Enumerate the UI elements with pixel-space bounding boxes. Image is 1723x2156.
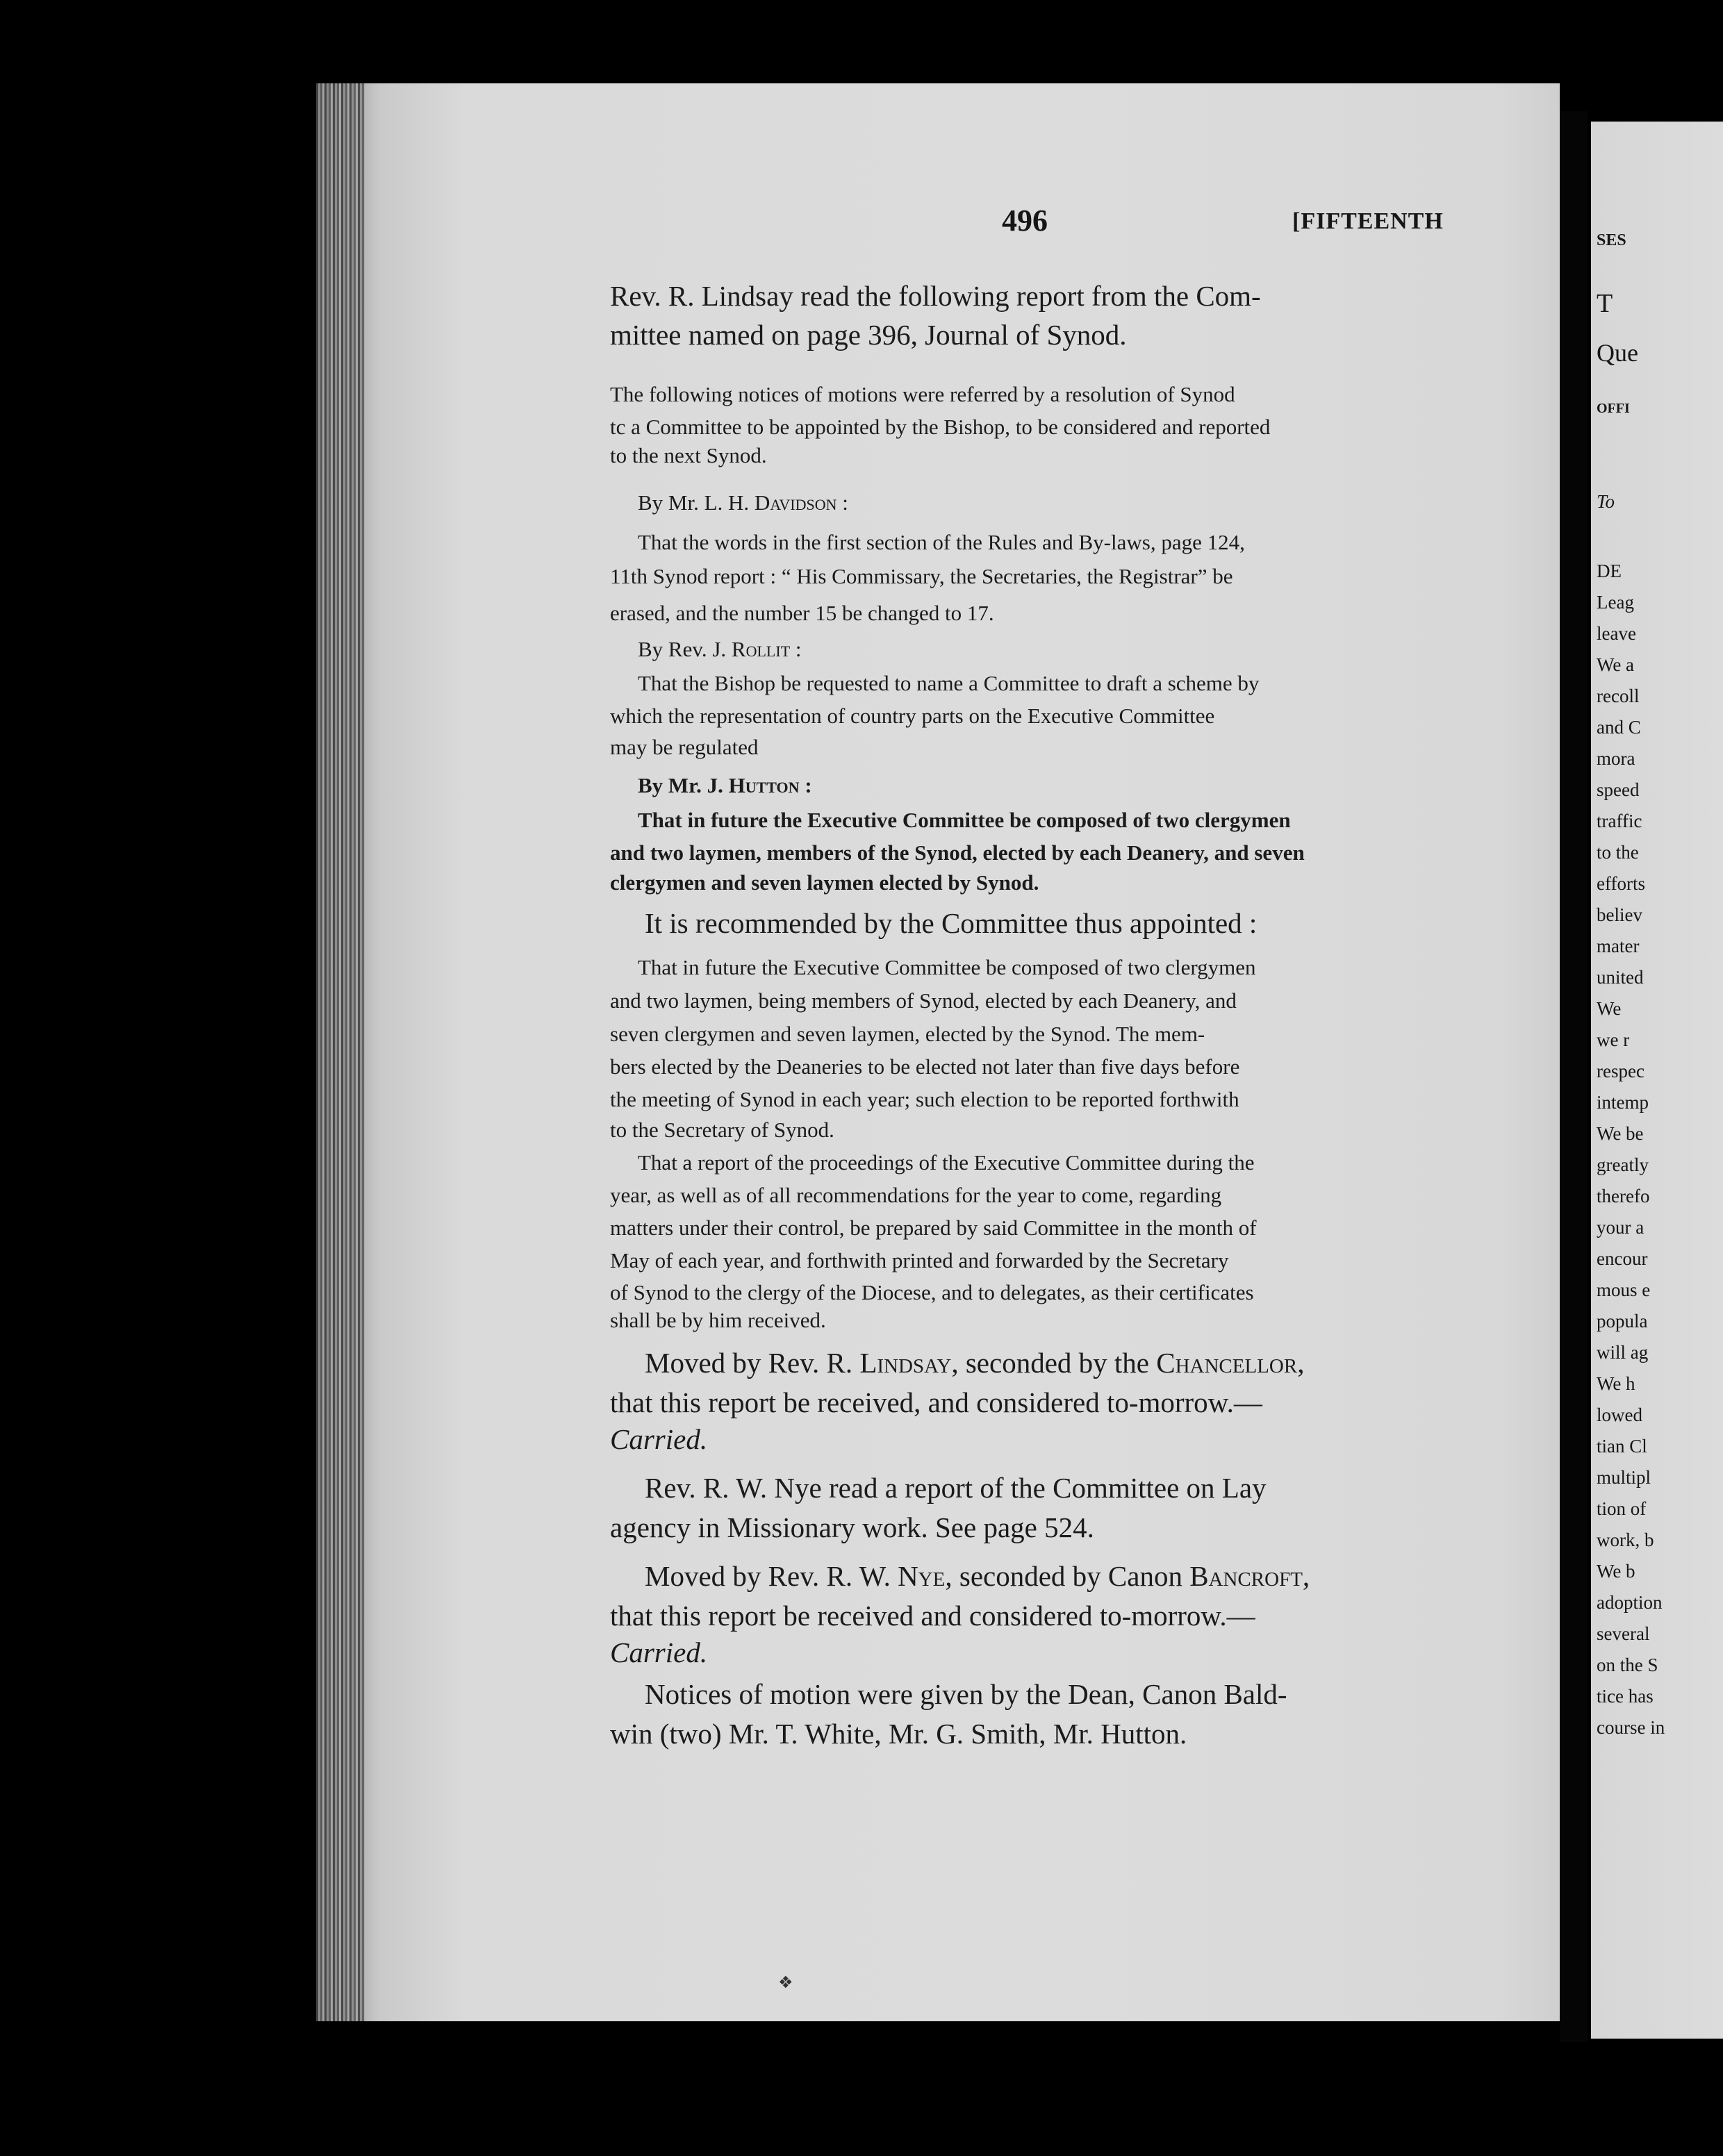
- text-line: that this report be received, and considered to-morrow.—: [610, 1386, 1262, 1418]
- motion-line: Moved by Rev. R. Lindsay, seconded by the Chancellor,: [645, 1347, 1305, 1379]
- text-line: That in future the Executive Committee be composed of two clergymen: [638, 955, 1256, 979]
- facing-line: on the S: [1597, 1655, 1658, 1675]
- ink-smudge: ❖: [778, 1973, 793, 1992]
- facing-line: We: [1597, 998, 1622, 1019]
- facing-line: work, b: [1597, 1529, 1654, 1550]
- text-line: and two laymen, members of the Synod, elected by each Deanery, and seven: [610, 840, 1305, 865]
- facing-line: therefo: [1597, 1186, 1650, 1206]
- text-line: to the Secretary of Synod.: [610, 1118, 834, 1142]
- book-gutter: [1560, 111, 1588, 2042]
- text-line: May of each year, and forthwith printed and forwarded by the Secretary: [610, 1248, 1229, 1272]
- text-line: of Synod to the clergy of the Diocese, and to delegates, as their certificates: [610, 1280, 1254, 1304]
- text-line: tc a Committee to be appointed by the Bishop, to be considered and reported: [610, 415, 1271, 439]
- facing-line: several: [1597, 1623, 1650, 1644]
- text-line: agency in Missionary work. See page 524.: [610, 1511, 1094, 1543]
- text-line: 11th Synod report : “ His Commissary, the Secretaries, the Registrar” be: [610, 564, 1233, 588]
- facing-line: united: [1597, 967, 1644, 988]
- motion-author-line: By Mr. J. Hutton :: [638, 773, 812, 797]
- text-line: shall be by him received.: [610, 1308, 826, 1332]
- facing-line: efforts: [1597, 873, 1645, 894]
- text-line: Rev. R. W. Nye read a report of the Committee on Lay: [645, 1472, 1267, 1504]
- facing-line: intemp: [1597, 1092, 1649, 1113]
- text-line: may be regulated: [610, 735, 759, 759]
- facing-line: T: [1597, 289, 1613, 318]
- facing-line: mora: [1597, 748, 1635, 769]
- facing-line: lowed: [1597, 1404, 1642, 1425]
- text-line: bers elected by the Deaneries to be elected not later than five days before: [610, 1054, 1240, 1079]
- facing-line: SES: [1597, 231, 1626, 249]
- text-line: clergymen and seven laymen elected by Synod.: [610, 870, 1039, 895]
- facing-line: We b: [1597, 1561, 1635, 1582]
- motion-author-line: By Rev. J. Rollit :: [638, 637, 802, 661]
- text-line: mittee named on page 396, Journal of Synod.: [610, 319, 1127, 351]
- text-line: It is recommended by the Committee thus appointed :: [645, 907, 1258, 939]
- facing-line: We a: [1597, 654, 1635, 675]
- facing-line: will ag: [1597, 1342, 1649, 1363]
- facing-line: adoption: [1597, 1592, 1663, 1613]
- text-line: That the words in the first section of the Rules and By-laws, page 124,: [638, 530, 1245, 554]
- text-line: that this report be received and considered to-morrow.—: [610, 1600, 1255, 1632]
- text-line: matters under their control, be prepared by said Committee in the month of: [610, 1216, 1257, 1240]
- text-line: The following notices of motions were referred by a resolution of Synod: [610, 382, 1235, 406]
- facing-line: DE: [1597, 561, 1622, 581]
- facing-line: multipl: [1597, 1467, 1651, 1488]
- facing-line: We h: [1597, 1373, 1635, 1394]
- facing-line: OFFI: [1597, 401, 1630, 416]
- facing-line: We be: [1597, 1123, 1644, 1144]
- text-line: Carried.: [610, 1636, 708, 1668]
- text-line: seven clergymen and seven laymen, elected by the Synod. The mem-: [610, 1022, 1205, 1046]
- facing-line: tice has: [1597, 1686, 1654, 1707]
- motion-line: Moved by Rev. R. W. Nye, seconded by Canon Bancroft,: [645, 1560, 1310, 1592]
- text-line: to the next Synod.: [610, 443, 767, 467]
- text-line: win (two) Mr. T. White, Mr. G. Smith, Mr. Hutton.: [610, 1718, 1187, 1750]
- text-line: That a report of the proceedings of the Executive Committee during the: [638, 1150, 1255, 1175]
- text-line: the meeting of Synod in each year; such election to be reported forthwith: [610, 1087, 1239, 1111]
- facing-line: traffic: [1597, 811, 1642, 831]
- text-line: year, as well as of all recommendations for the year to come, regarding: [610, 1183, 1222, 1207]
- facing-line: respec: [1597, 1061, 1644, 1081]
- facing-line: your a: [1597, 1217, 1644, 1238]
- facing-line: Que: [1597, 339, 1638, 367]
- facing-line: mater: [1597, 936, 1640, 956]
- text-line: which the representation of country parts on the Executive Committee: [610, 704, 1215, 728]
- text-line: erased, and the number 15 be changed to 17.: [610, 601, 994, 625]
- book-binding-edge: [316, 83, 365, 2021]
- facing-line: recoll: [1597, 686, 1640, 706]
- facing-line: popula: [1597, 1311, 1648, 1332]
- text-line: That in future the Executive Committee be composed of two clergymen: [638, 808, 1291, 832]
- facing-line: and C: [1597, 717, 1641, 738]
- facing-line: course in: [1597, 1717, 1665, 1738]
- text-line: Notices of motion were given by the Dean, Canon Bald-: [645, 1678, 1287, 1710]
- facing-line: to the: [1597, 842, 1639, 863]
- facing-line: we r: [1597, 1029, 1630, 1050]
- facing-line: speed: [1597, 779, 1640, 800]
- facing-line: Leag: [1597, 592, 1634, 613]
- facing-line: greatly: [1597, 1154, 1649, 1175]
- facing-page-fragment: [1591, 122, 1723, 2039]
- text-line: and two laymen, being members of Synod, elected by each Deanery, and: [610, 988, 1237, 1013]
- facing-line: To: [1597, 491, 1615, 512]
- facing-line: tian Cl: [1597, 1436, 1647, 1457]
- facing-line: leave: [1597, 623, 1636, 644]
- motion-author-line: By Mr. L. H. Davidson :: [638, 490, 848, 515]
- text-line: Rev. R. Lindsay read the following report from the Com-: [610, 280, 1261, 312]
- facing-line: mous e: [1597, 1279, 1651, 1300]
- running-head: [FIFTEENTH: [1292, 208, 1444, 234]
- facing-line: tion of: [1597, 1498, 1647, 1519]
- text-line: That the Bishop be requested to name a Committee to draft a scheme by: [638, 671, 1260, 695]
- text-line: Carried.: [610, 1423, 708, 1455]
- facing-line: encour: [1597, 1248, 1648, 1269]
- facing-line: believ: [1597, 904, 1642, 925]
- page-number: 496: [1002, 204, 1048, 238]
